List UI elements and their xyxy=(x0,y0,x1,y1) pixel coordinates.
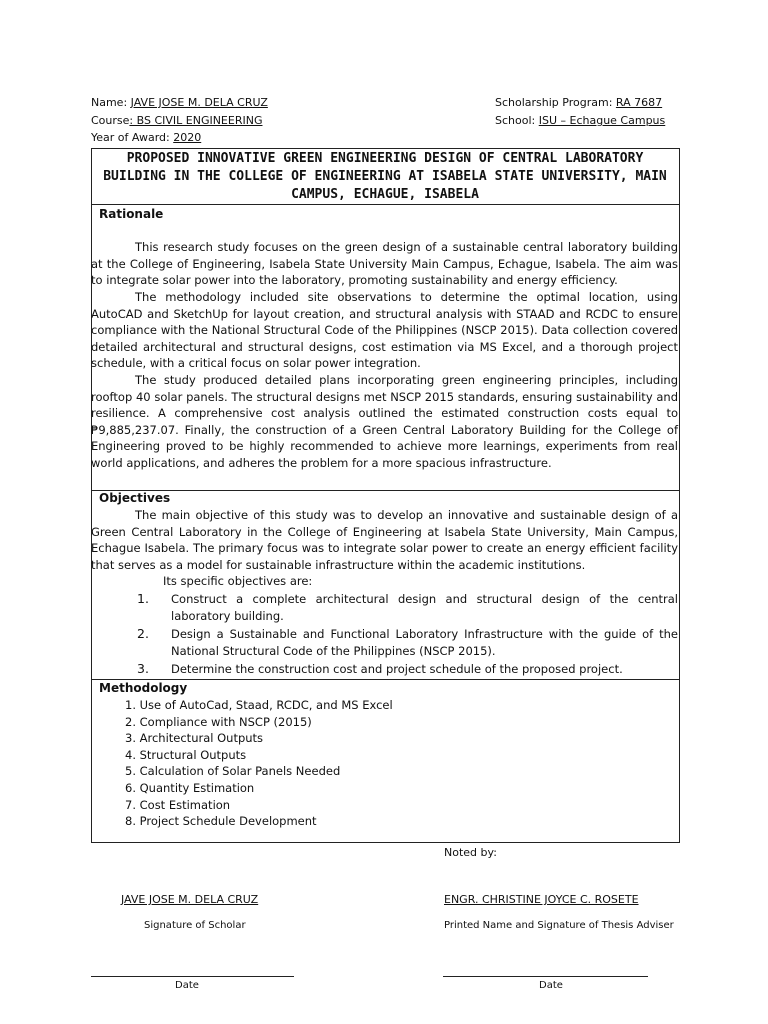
objective-number: 2. xyxy=(137,626,149,641)
methodology-item: 2. Compliance with NSCP (2015) xyxy=(125,714,312,729)
year-label: Year of Award: xyxy=(91,131,170,144)
methodology-item: 4. Structural Outputs xyxy=(125,747,247,762)
course-label: Course xyxy=(91,114,130,127)
rationale-heading: Rationale xyxy=(99,207,164,221)
noted-by-label: Noted by: xyxy=(444,846,497,859)
objectives-intro: The main objective of this study was to develop an innovative and sustainable design of a Green Central Laboratory in the College of Engineering at Isabela State University, Main Campus, Echague Isabela. The primary focus was to integrate solar power to create an energy efficient facility that serves as a model for sustainable infrastructure within the academic institutions. xyxy=(91,508,678,572)
adviser-date-label: Date xyxy=(539,980,563,991)
methodology-item: 6. Quantity Estimation xyxy=(125,780,255,795)
scholar-date-label: Date xyxy=(175,980,199,991)
scholar-name: JAVE JOSE M. DELA CRUZ xyxy=(121,893,259,906)
name-label: Name: xyxy=(91,96,128,109)
objective-number: 3. xyxy=(137,661,149,676)
course-row xyxy=(91,114,262,127)
objective-item xyxy=(137,591,678,624)
objective-number: 1. xyxy=(137,591,149,606)
rationale-paragraph-1: This research study focuses on the green design of a sustainable central laboratory building at the College of Engineering, Isabela State University Main Campus, Echague, Isabela. The aim was to integrate solar power into the laboratory, promoting sustainability and energy efficiency. xyxy=(91,240,678,287)
program-value: RA 7687 xyxy=(615,96,663,109)
objectives-list xyxy=(137,591,678,678)
program-label: Scholarship Program: xyxy=(495,96,613,109)
adviser-signature-caption: Printed Name and Signature of Thesis Adviser xyxy=(444,920,674,931)
methodology-item: 8. Project Schedule Development xyxy=(125,814,317,829)
objectives-heading: Objectives xyxy=(99,491,171,505)
program-row xyxy=(495,96,662,109)
methodology-list xyxy=(125,697,393,830)
scholar-date-line xyxy=(91,976,294,977)
methodology-item: 3. Architectural Outputs xyxy=(125,731,264,746)
school-label: School: xyxy=(495,114,536,127)
year-row xyxy=(91,131,201,144)
objectives-specific-label: Its specific objectives are: xyxy=(163,574,313,588)
course-value: : BS CIVIL ENGINEERING xyxy=(129,114,263,127)
methodology-heading: Methodology xyxy=(99,681,188,695)
objective-item xyxy=(137,661,678,678)
objective-text: Design a Sustainable and Functional Laboratory Infrastructure with the guide of the National Structural Code of the Philippines (NSCP 2015). xyxy=(171,627,678,658)
name-row xyxy=(91,96,268,109)
methodology-item: 7. Cost Estimation xyxy=(125,797,231,812)
school-value: ISU – Echague Campus xyxy=(538,114,666,127)
methodology-item: 5. Calculation of Solar Panels Needed xyxy=(125,764,341,779)
methodology-item: 1. Use of AutoCad, Staad, RCDC, and MS Excel xyxy=(125,698,393,712)
adviser-date-line xyxy=(443,976,648,977)
rationale-paragraph-3: The study produced detailed plans incorporating green engineering principles, including rooftop 40 solar panels. The structural designs met NSCP 2015 standards, ensuring sustainability and resilience. A comprehensive cost analysis outlined the estimated construction costs equal to ₱9,885,237.07. Finally, the construction of a Green Central Laboratory Building for the College of Engineering proved to be highly recommended to achieve more learnings, experiments from real world applications, and adheres the problem for a more spacious infrastructure. xyxy=(91,373,678,470)
objective-item xyxy=(137,626,678,659)
school-row xyxy=(495,114,665,127)
scholar-signature-caption: Signature of Scholar xyxy=(144,920,246,931)
adviser-name: ENGR. CHRISTINE JOYCE C. ROSETE xyxy=(444,893,639,906)
rationale-paragraph-2: The methodology included site observations to determine the optimal location, using AutoCAD and SketchUp for layout creation, and structural analysis with STAAD and RCDC to ensure compliance with the National Structural Code of the Philippines (NSCP 2015). Data collection covered detailed architectural and structural designs, cost estimation via MS Excel, and a thorough project schedule, with a critical focus on solar power integration. xyxy=(91,290,678,370)
document-title: PROPOSED INNOVATIVE GREEN ENGINEERING DESIGN OF CENTRAL LABORATORY BUILDING IN THE COLLEGE OF ENGINEERING AT ISABELA STATE UNIVERSITY, MAIN CAMPUS, ECHAGUE, ISABELA xyxy=(103,151,667,202)
name-value: JAVE JOSE M. DELA CRUZ xyxy=(130,96,268,109)
objective-text: Construct a complete architectural design and structural design of the central laboratory building. xyxy=(171,592,678,623)
objective-text: Determine the construction cost and project schedule of the proposed project. xyxy=(171,662,623,676)
year-value: 2020 xyxy=(173,131,202,144)
